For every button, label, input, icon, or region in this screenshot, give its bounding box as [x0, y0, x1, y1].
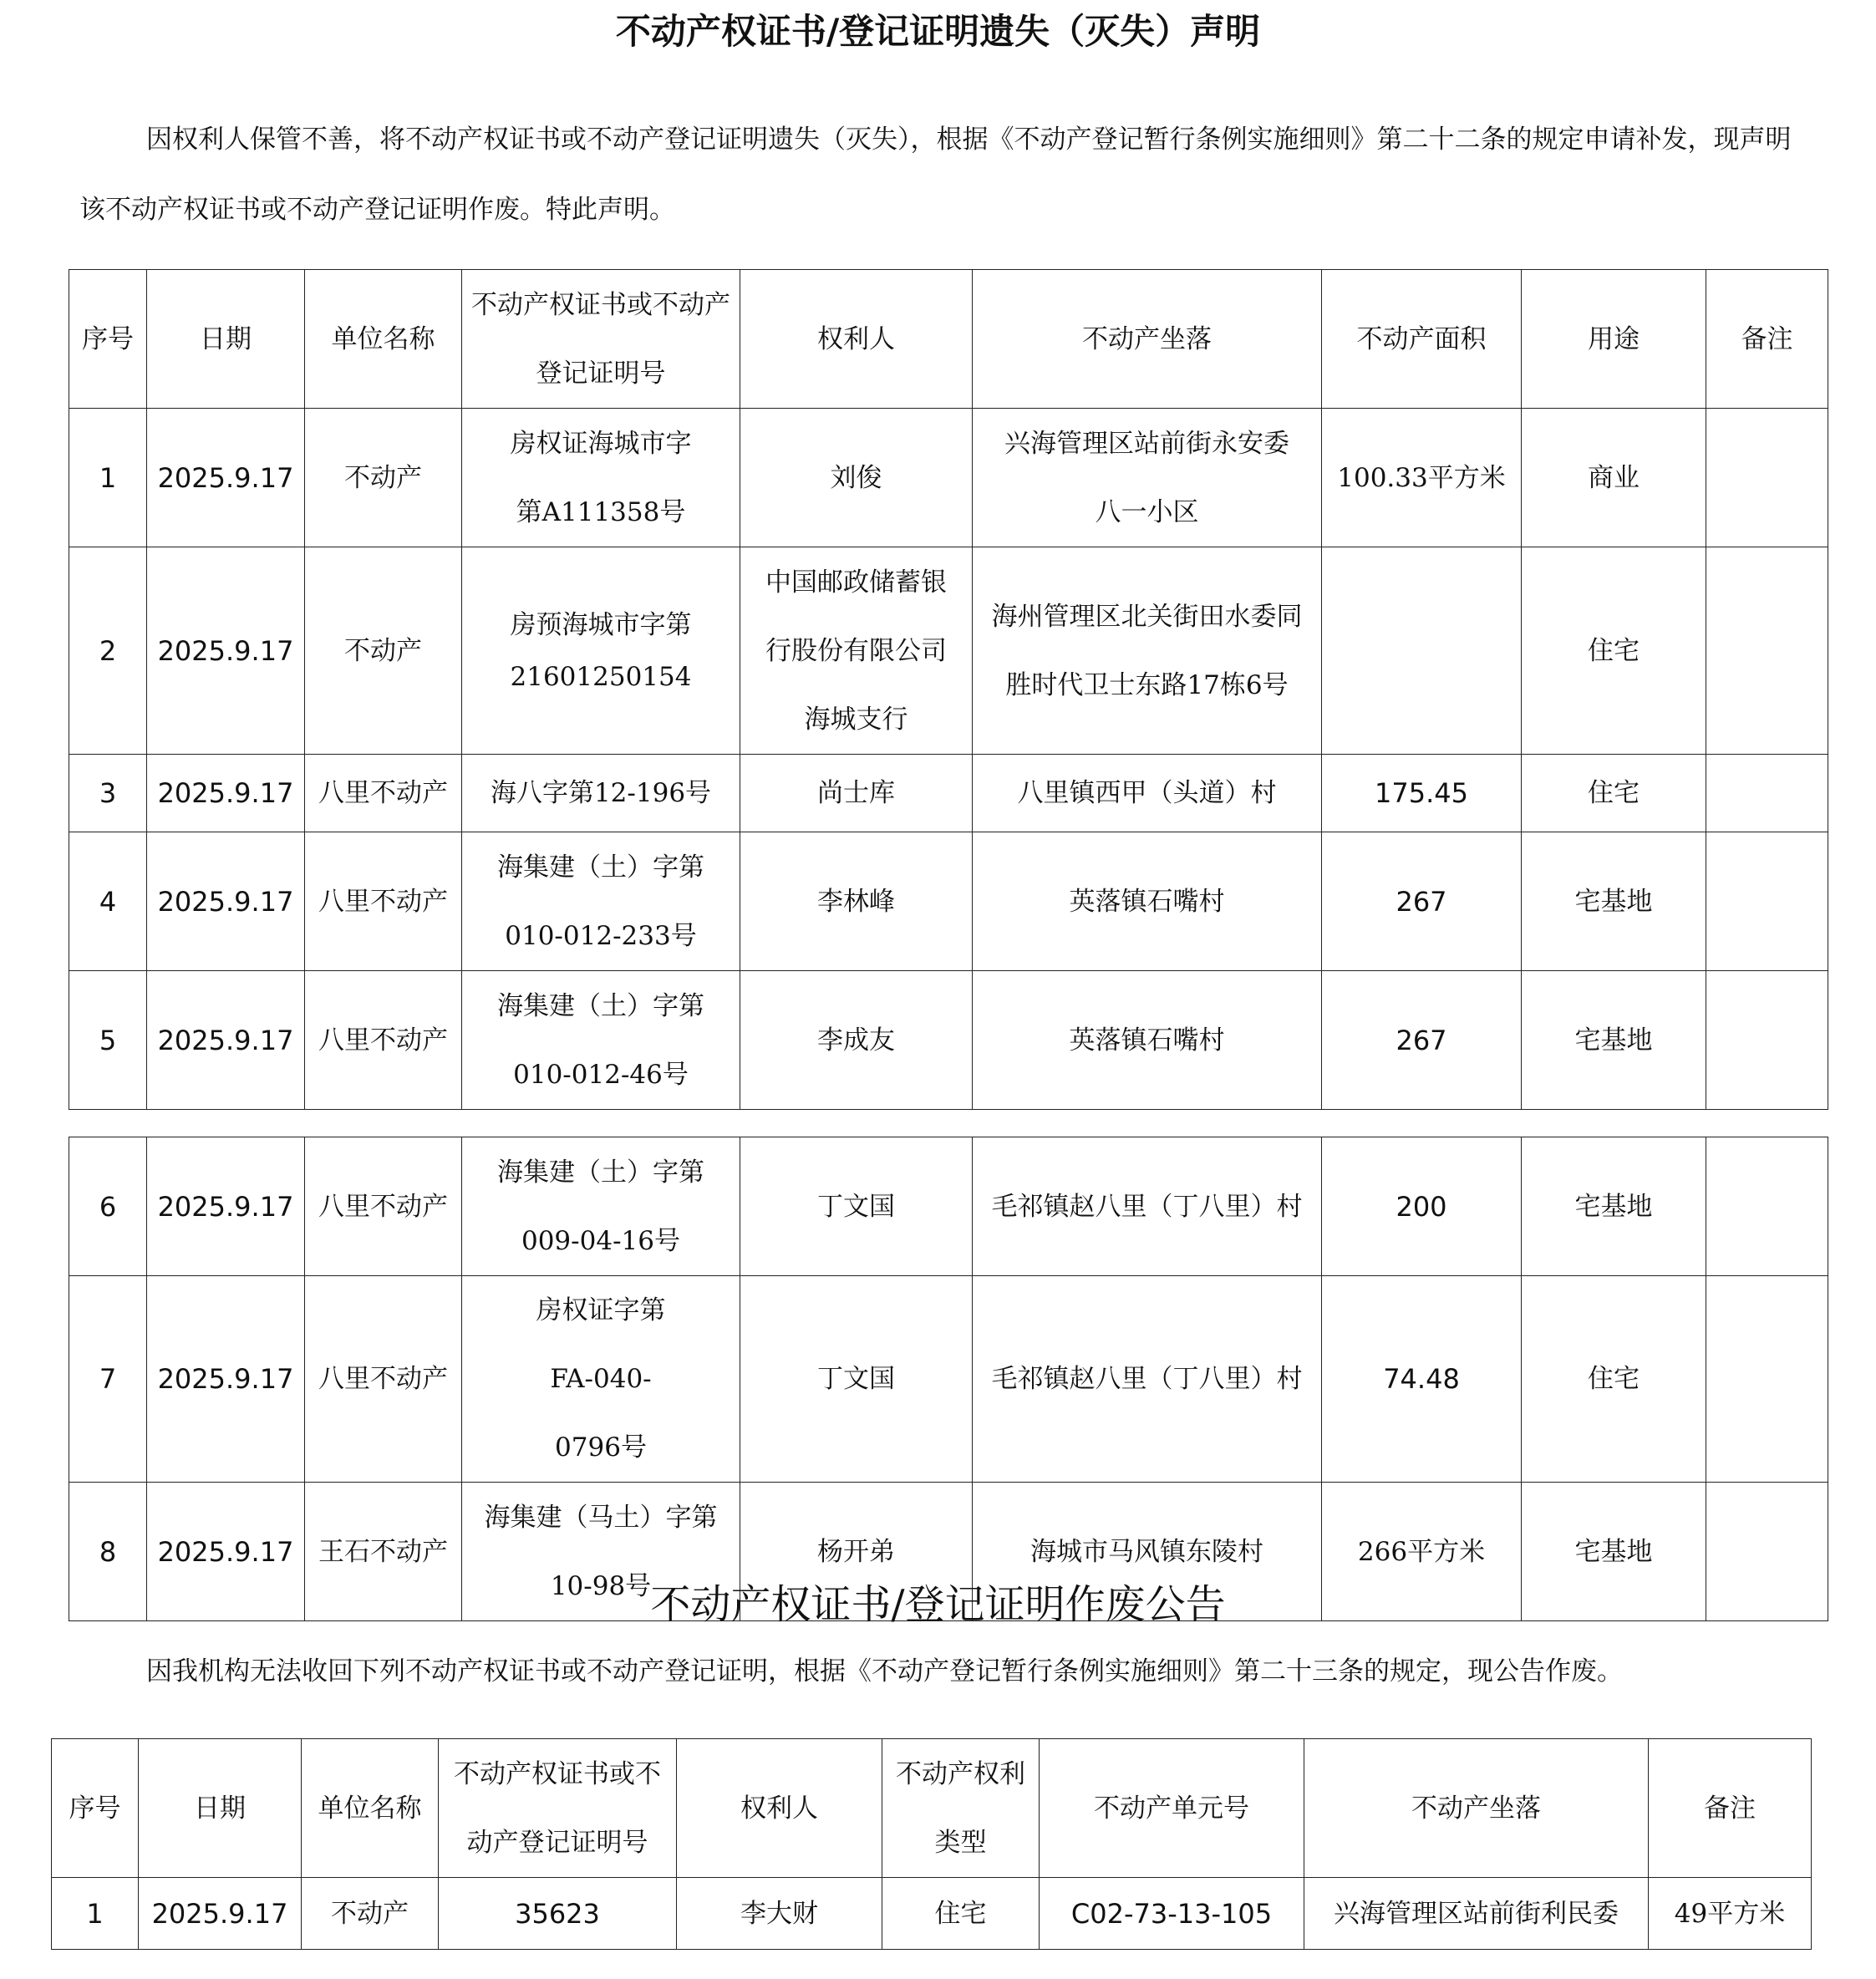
- cell-holder: 李成友: [740, 971, 973, 1110]
- notice-intro: 因权利人保管不善，将不动产权证书或不动产登记证明遗失（灭失），根据《不动产登记暂行条例实施细则》第二十二条的规定申请补发，现声明该不动产权证书或不动产登记证明作废。特此声明。: [79, 125, 1792, 225]
- cell-note: [1706, 971, 1828, 1110]
- cell-date: 2025.9.17: [147, 1137, 305, 1276]
- cell-no: 7: [69, 1276, 147, 1483]
- header-holder: 权利人: [677, 1739, 882, 1878]
- header-holder: 权利人: [740, 270, 973, 409]
- header-no: 序号: [52, 1739, 139, 1878]
- cell-area: 175.45: [1322, 755, 1522, 832]
- lost-certificate-table-continued: [69, 1137, 1828, 1621]
- cell-cert: 海集建（土）字第010-012-233号: [462, 832, 740, 971]
- header-use: 用途: [1522, 270, 1706, 409]
- void-certificate-table: [51, 1738, 1812, 1950]
- cell-location: 八里镇西甲（头道）村: [973, 755, 1322, 832]
- cell-note: [1706, 409, 1828, 547]
- cell-no: 6: [69, 1137, 147, 1276]
- table-row: [69, 755, 1828, 832]
- table-row: [69, 971, 1828, 1110]
- cell-use: 宅基地: [1522, 1137, 1706, 1276]
- table-row: [69, 409, 1828, 547]
- cell-holder: 尚士库: [740, 755, 973, 832]
- table-row: [52, 1878, 1812, 1950]
- cell-area: 267: [1322, 832, 1522, 971]
- cell-area: 267: [1322, 971, 1522, 1110]
- cell-location: 兴海管理区站前街利民委: [1304, 1878, 1649, 1950]
- table-row: [69, 547, 1828, 755]
- cell-note: [1706, 1276, 1828, 1483]
- cell-holder: 丁文国: [740, 1276, 973, 1483]
- cell-use: 宅基地: [1522, 971, 1706, 1110]
- cell-unit: 八里不动产: [305, 832, 462, 971]
- header-date: 日期: [147, 270, 305, 409]
- cell-unit-no: C02-73-13-105: [1040, 1878, 1304, 1950]
- cell-date: 2025.9.17: [147, 755, 305, 832]
- cell-location: 兴海管理区站前街永安委八一小区: [973, 409, 1322, 547]
- header-location: 不动产坐落: [973, 270, 1322, 409]
- cell-area: 100.33平方米: [1322, 409, 1522, 547]
- cell-location: 毛祁镇赵八里（丁八里）村: [973, 1276, 1322, 1483]
- cell-holder: 杨开弟: [740, 1483, 973, 1621]
- header-note: 备注: [1649, 1739, 1812, 1878]
- header-no: 序号: [69, 270, 147, 409]
- cell-no: 3: [69, 755, 147, 832]
- table-header-row: [52, 1739, 1812, 1878]
- cell-note: 49平方米: [1649, 1878, 1812, 1950]
- header-note: 备注: [1706, 270, 1828, 409]
- cell-cert: 房权证字第FA-040-0796号: [462, 1276, 740, 1483]
- cell-use: 宅基地: [1522, 832, 1706, 971]
- table-row: [69, 1276, 1828, 1483]
- header-right-type: 不动产权利类型: [882, 1739, 1040, 1878]
- cell-holder: 刘俊: [740, 409, 973, 547]
- void-notice-intro: 因我机构无法收回下列不动产权证书或不动产登记证明，根据《不动产登记暂行条例实施细则》第二十三条的规定，现公告作废。: [146, 1656, 1623, 1686]
- cell-unit: 不动产: [305, 547, 462, 755]
- cell-unit: 不动产: [305, 409, 462, 547]
- cell-unit: 王石不动产: [305, 1483, 462, 1621]
- header-date: 日期: [139, 1739, 302, 1878]
- cell-holder: 李林峰: [740, 832, 973, 971]
- table-row: [69, 1137, 1828, 1276]
- cell-location: 毛祁镇赵八里（丁八里）村: [973, 1137, 1322, 1276]
- cell-no: 1: [69, 409, 147, 547]
- header-location: 不动产坐落: [1304, 1739, 1649, 1878]
- cell-date: 2025.9.17: [147, 409, 305, 547]
- header-unit: 单位名称: [305, 270, 462, 409]
- table-header-row: [69, 270, 1828, 409]
- cell-unit: 八里不动产: [305, 1137, 462, 1276]
- cell-no: 8: [69, 1483, 147, 1621]
- cell-no: 4: [69, 832, 147, 971]
- cell-date: 2025.9.17: [147, 1276, 305, 1483]
- header-cert: 不动产权证书或不动产登记证明号: [439, 1739, 677, 1878]
- header-unit: 单位名称: [302, 1739, 439, 1878]
- cell-use: 住宅: [1522, 755, 1706, 832]
- table-row: [69, 832, 1828, 971]
- cell-unit: 不动产: [302, 1878, 439, 1950]
- cell-cert: 海集建（土）字第009-04-16号: [462, 1137, 740, 1276]
- header-cert: 不动产权证书或不动产登记证明号: [462, 270, 740, 409]
- cell-date: 2025.9.17: [147, 1483, 305, 1621]
- cell-use: 住宅: [1522, 547, 1706, 755]
- cell-date: 2025.9.17: [139, 1878, 302, 1950]
- cell-no: 5: [69, 971, 147, 1110]
- cell-unit: 八里不动产: [305, 1276, 462, 1483]
- cell-location: 海城市马风镇东陵村: [973, 1483, 1322, 1621]
- header-unit-no: 不动产单元号: [1040, 1739, 1304, 1878]
- cell-note: [1706, 832, 1828, 971]
- cell-note: [1706, 755, 1828, 832]
- cell-note: [1706, 1137, 1828, 1276]
- cell-cert: 海集建（马土）字第10-98号: [462, 1483, 740, 1621]
- cell-holder: 丁文国: [740, 1137, 973, 1276]
- cell-use: 商业: [1522, 409, 1706, 547]
- cell-cert: 35623: [439, 1878, 677, 1950]
- cell-area: 74.48: [1322, 1276, 1522, 1483]
- cell-location: 海州管理区北关街田水委同胜时代卫士东路17栋6号: [973, 547, 1322, 755]
- cell-cert: 海八字第12-196号: [462, 755, 740, 832]
- notice-title: 不动产权证书/登记证明遗失（灭失）声明: [615, 11, 1261, 52]
- cell-note: [1706, 547, 1828, 755]
- cell-right-type: 住宅: [882, 1878, 1040, 1950]
- cell-cert: 房权证海城市字第A111358号: [462, 409, 740, 547]
- cell-cert: 海集建（土）字第010-012-46号: [462, 971, 740, 1110]
- cell-unit: 八里不动产: [305, 755, 462, 832]
- cell-location: 英落镇石嘴村: [973, 832, 1322, 971]
- cell-use: 住宅: [1522, 1276, 1706, 1483]
- cell-no: 1: [52, 1878, 139, 1950]
- cell-date: 2025.9.17: [147, 832, 305, 971]
- void-notice-title: 不动产权证书/登记证明作废公告: [650, 1581, 1226, 1628]
- cell-holder: 李大财: [677, 1878, 882, 1950]
- cell-cert: 房预海城市字第21601250154: [462, 547, 740, 755]
- cell-date: 2025.9.17: [147, 547, 305, 755]
- cell-area: [1322, 547, 1522, 755]
- header-area: 不动产面积: [1322, 270, 1522, 409]
- cell-unit: 八里不动产: [305, 971, 462, 1110]
- cell-area: 200: [1322, 1137, 1522, 1276]
- cell-area: 266平方米: [1322, 1483, 1522, 1621]
- cell-no: 2: [69, 547, 147, 755]
- cell-use: 宅基地: [1522, 1483, 1706, 1621]
- lost-certificate-table: [69, 269, 1828, 1110]
- cell-location: 英落镇石嘴村: [973, 971, 1322, 1110]
- cell-holder: 中国邮政储蓄银行股份有限公司海城支行: [740, 547, 973, 755]
- cell-date: 2025.9.17: [147, 971, 305, 1110]
